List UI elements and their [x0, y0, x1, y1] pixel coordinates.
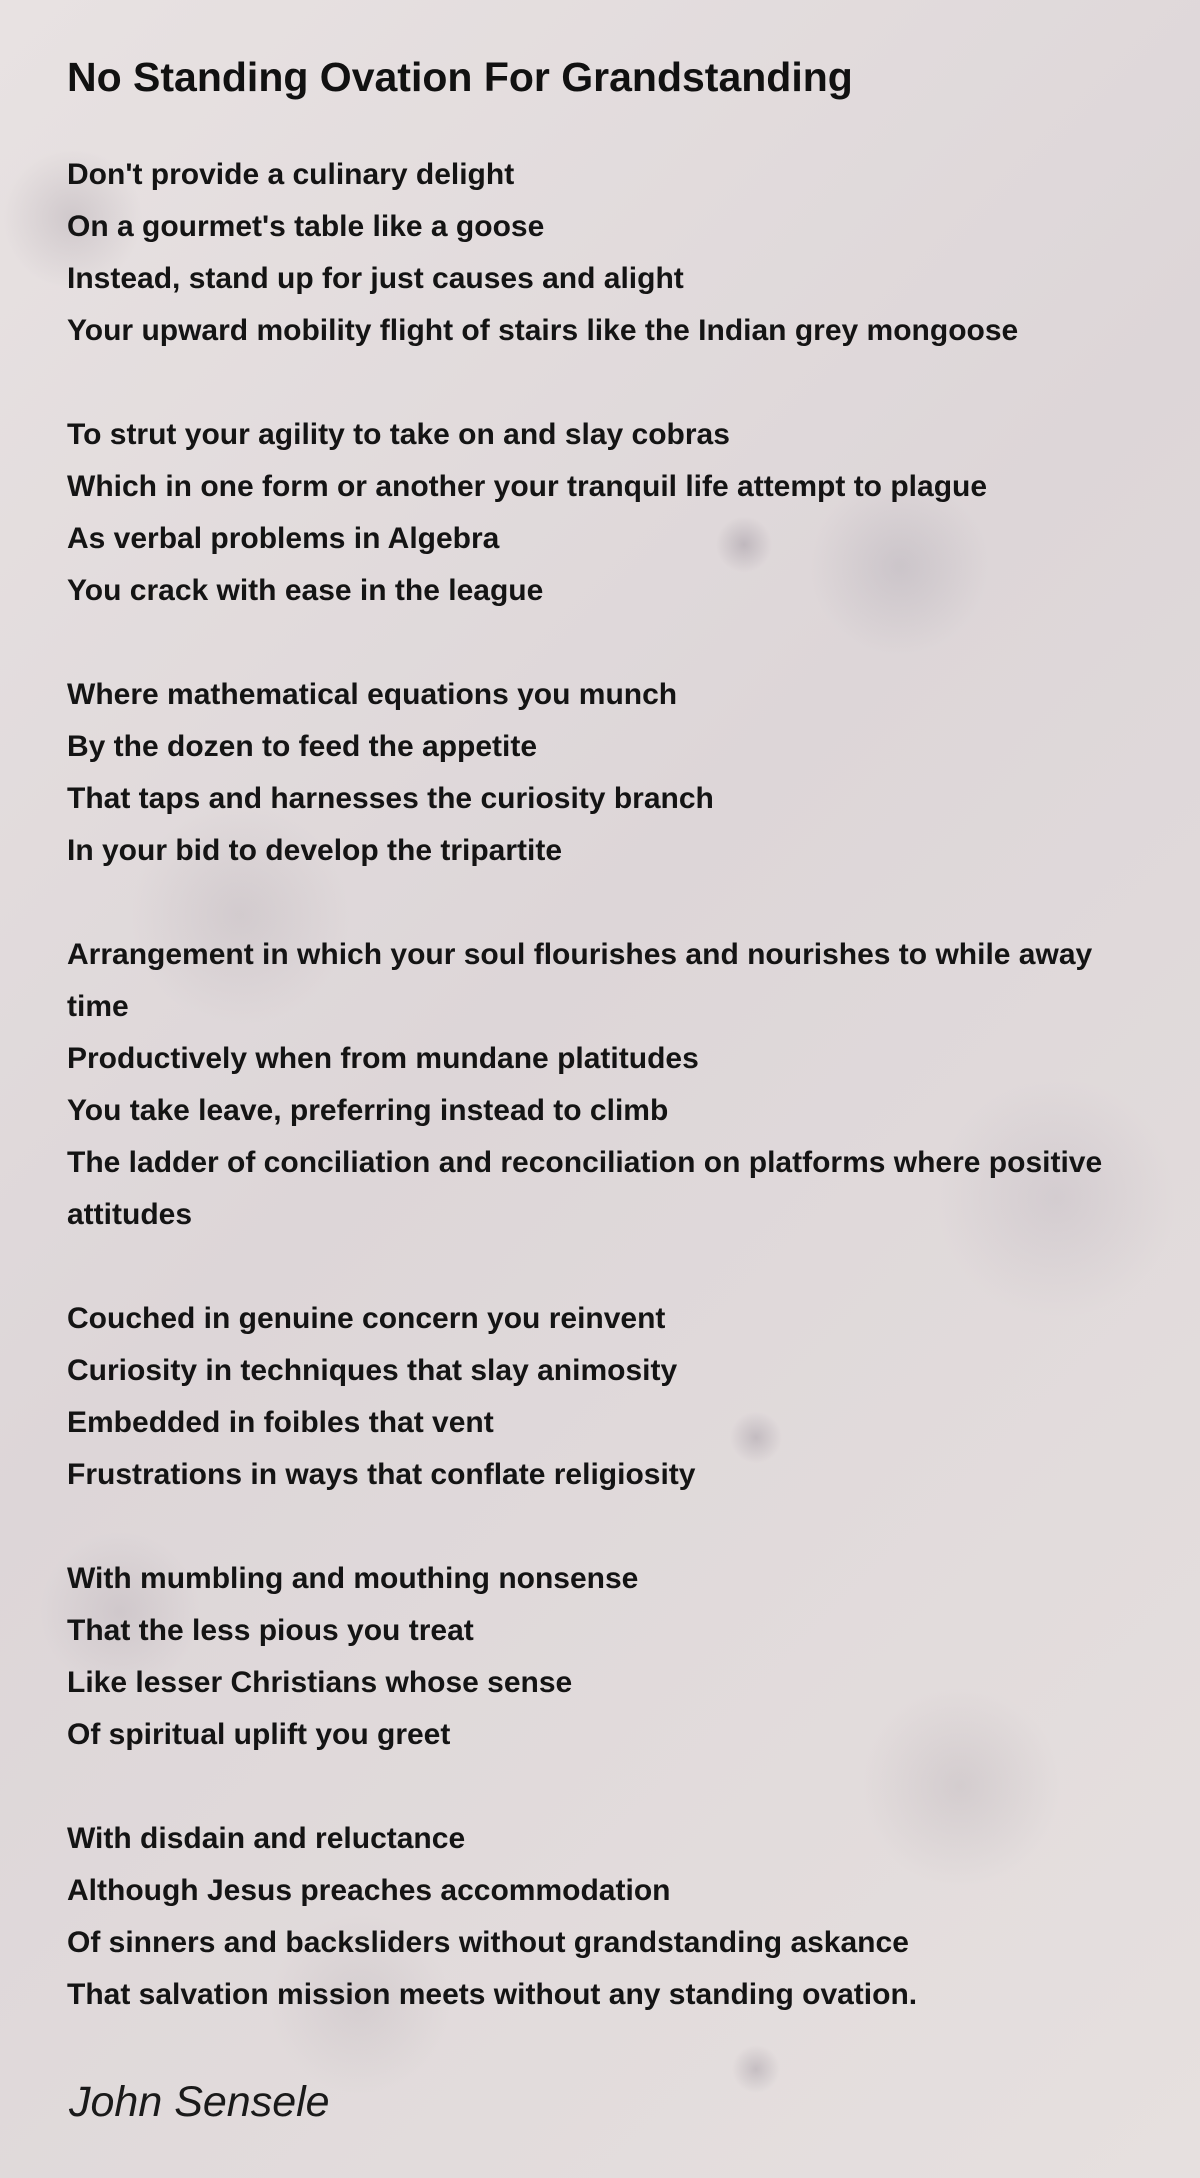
poem-line: Instead, stand up for just causes and alight: [67, 262, 684, 295]
poem-author: John Sensele: [69, 2078, 330, 2126]
stanza: [67, 1553, 1147, 1761]
stanza: [67, 929, 1147, 1241]
stanza: [67, 409, 1147, 617]
poem-line: You crack with ease in the league: [67, 574, 544, 607]
poem-line: Embedded in foibles that vent: [67, 1406, 494, 1439]
poem-line: Of spiritual uplift you greet: [67, 1718, 451, 1751]
poem-line: Of sinners and backsliders without grandstanding askance: [67, 1926, 909, 1959]
poem-line: That taps and harnesses the curiosity branch: [67, 782, 714, 815]
poem-line: Where mathematical equations you munch: [67, 678, 678, 711]
poem-line: Frustrations in ways that conflate religiosity: [67, 1458, 696, 1491]
poem-line: On a gourmet's table like a goose: [67, 210, 545, 243]
poem-line: To strut your agility to take on and slay cobras: [67, 418, 730, 451]
poem-line: With mumbling and mouthing nonsense: [67, 1562, 639, 1595]
poem-line: In your bid to develop the tripartite: [67, 834, 563, 867]
poem-line: With disdain and reluctance: [67, 1822, 466, 1855]
poem-line: Your upward mobility flight of stairs like the Indian grey mongoose: [67, 314, 1019, 347]
poem-body: [67, 149, 1147, 2073]
stanza: [67, 1813, 1147, 2021]
poem-line: You take leave, preferring instead to climb: [67, 1094, 669, 1127]
poem-line: The ladder of conciliation and reconciliation on platforms where positive attitudes: [67, 1146, 1103, 1231]
poem-line: Like lesser Christians whose sense: [67, 1666, 573, 1699]
poem-line: Although Jesus preaches accommodation: [67, 1874, 671, 1907]
poem-line: As verbal problems in Algebra: [67, 522, 500, 555]
poem-line: That the less pious you treat: [67, 1614, 474, 1647]
poem-line: By the dozen to feed the appetite: [67, 730, 538, 763]
poem-line: Arrangement in which your soul flourishes and nourishes to while away time: [67, 938, 1093, 1023]
poem-line: Which in one form or another your tranquil life attempt to plague: [67, 470, 988, 503]
stanza: [67, 669, 1147, 877]
poem-line: Curiosity in techniques that slay animosity: [67, 1354, 678, 1387]
poem-title: No Standing Ovation For Grandstanding: [67, 54, 853, 100]
poem-line: Don't provide a culinary delight: [67, 158, 515, 191]
stanza: [67, 149, 1147, 357]
poem-line: That salvation mission meets without any standing ovation.: [67, 1978, 918, 2011]
poem-line: Couched in genuine concern you reinvent: [67, 1302, 666, 1335]
stanza: [67, 1293, 1147, 1501]
poem-line: Productively when from mundane platitudes: [67, 1042, 699, 1075]
